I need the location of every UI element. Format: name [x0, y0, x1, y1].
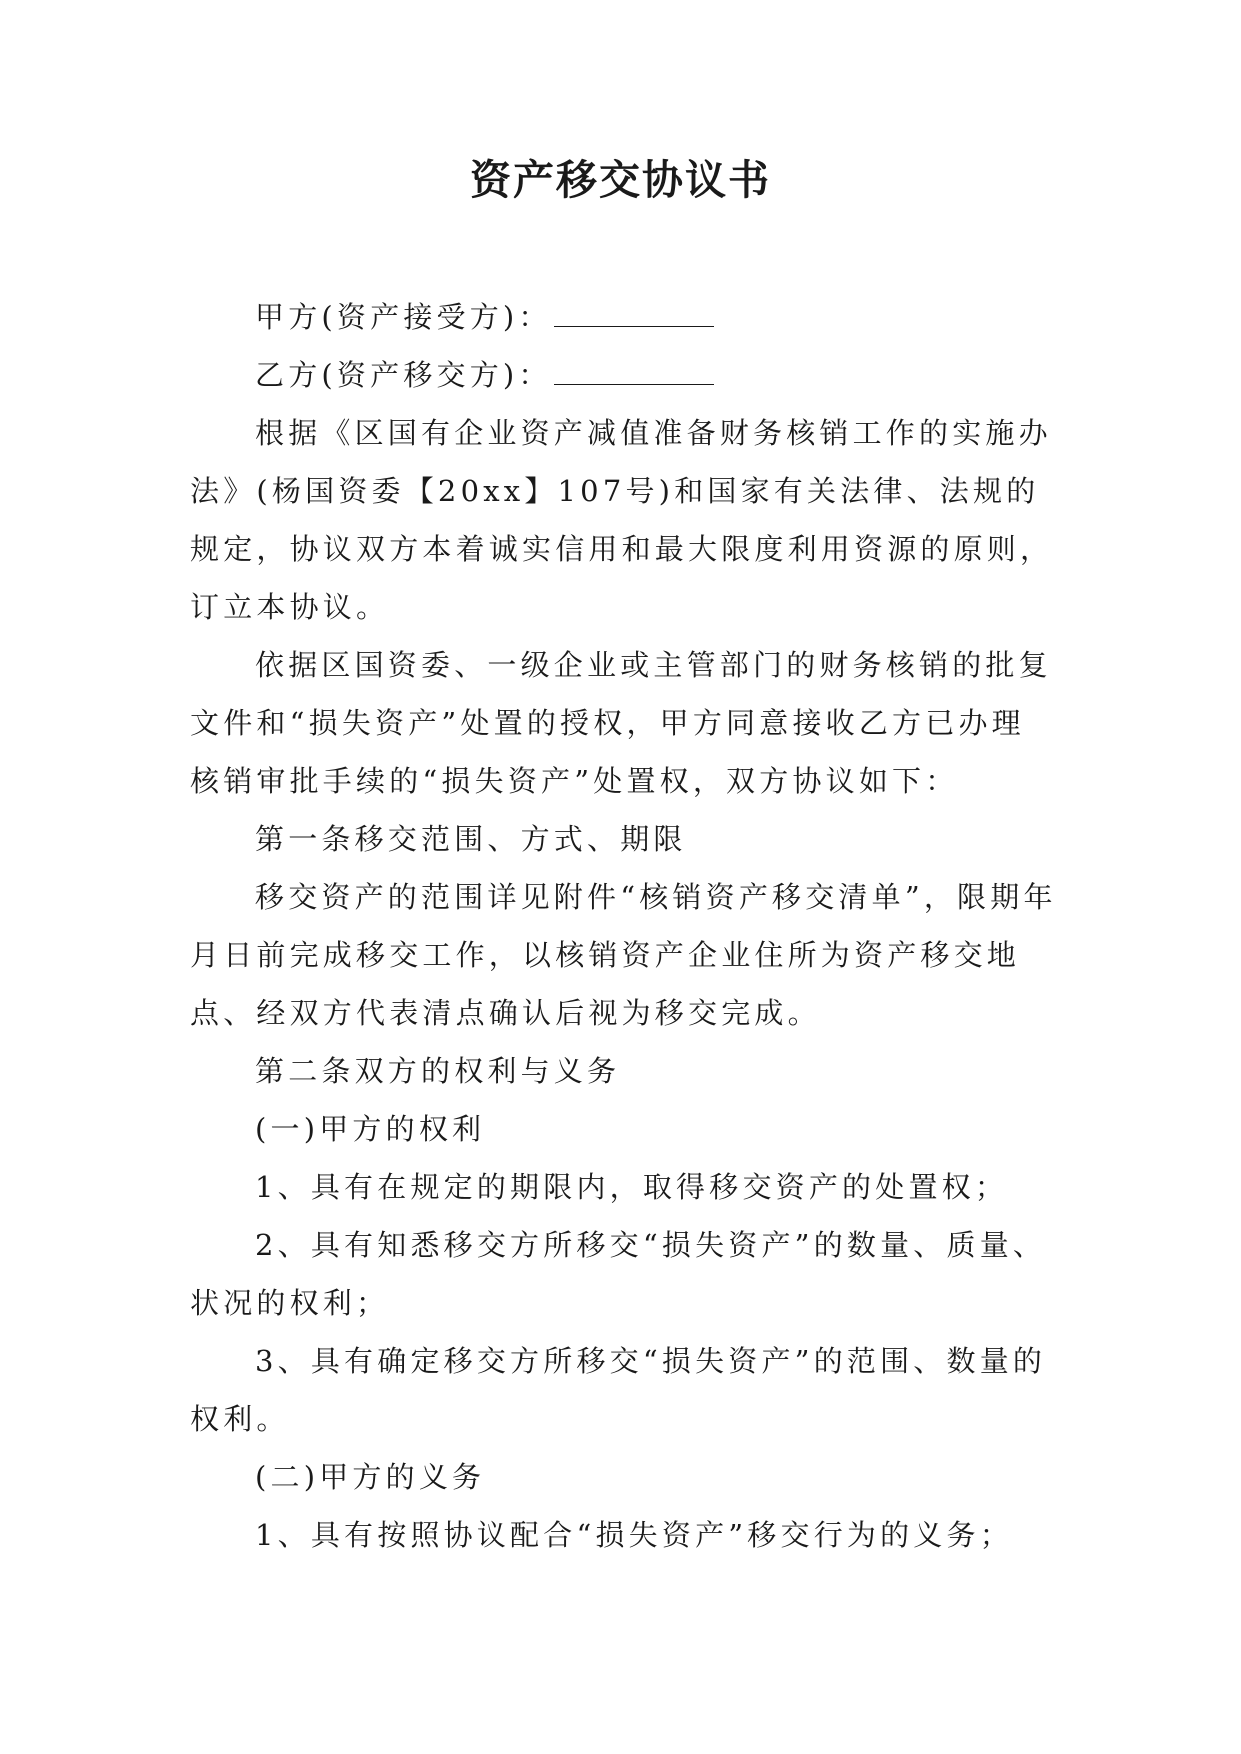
party-a-blank [554, 306, 714, 327]
document-body [190, 288, 1058, 1564]
party-b-label: 乙方(资产移交方)： [255, 358, 552, 392]
paragraph-basis: 根据《区国有企业资产减值准备财务核销工作的实施办法》(杨国资委【20xx】107号)和国家有关法律、法规的规定，协议双方本着诚实信用和最大限度利用资源的原则，订立本协议。 [190, 416, 1054, 624]
duties-item-1: 1、具有按照协议配合“损失资产”移交行为的义务； [255, 1518, 1013, 1552]
paragraph-authorization: 依据区国资委、一级企业或主管部门的财务核销的批复文件和“损失资产”处置的授权，甲方同意接收乙方已办理核销审批手续的“损失资产”处置权，双方协议如下： [190, 648, 1052, 798]
section-party-a-duties: (二)甲方的义务 [255, 1460, 486, 1494]
rights-item-1: 1、具有在规定的期限内，取得移交资产的处置权； [255, 1170, 1009, 1204]
party-b-blank [554, 364, 714, 385]
article-1-text: 移交资产的范围详见附件“核销资产移交清单”，限期年月日前完成移交工作，以核销资产企业住所为资产移交地点、经双方代表清点确认后视为移交完成。 [190, 880, 1057, 1030]
party-a-line [190, 288, 1058, 346]
rights-item-3: 3、具有确定移交方所移交“损失资产”的范围、数量的权利。 [190, 1344, 1047, 1436]
document-title: 资产移交协议书 [470, 156, 771, 204]
article-2-heading: 第二条双方的权利与义务 [255, 1054, 621, 1088]
article-1-heading: 第一条移交范围、方式、期限 [255, 822, 687, 856]
rights-item-2: 2、具有知悉移交方所移交“损失资产”的数量、质量、状况的权利； [190, 1228, 1047, 1320]
party-a-label: 甲方(资产接受方)： [255, 300, 552, 334]
section-party-a-rights: (一)甲方的权利 [255, 1112, 486, 1146]
party-b-line [190, 346, 1058, 404]
